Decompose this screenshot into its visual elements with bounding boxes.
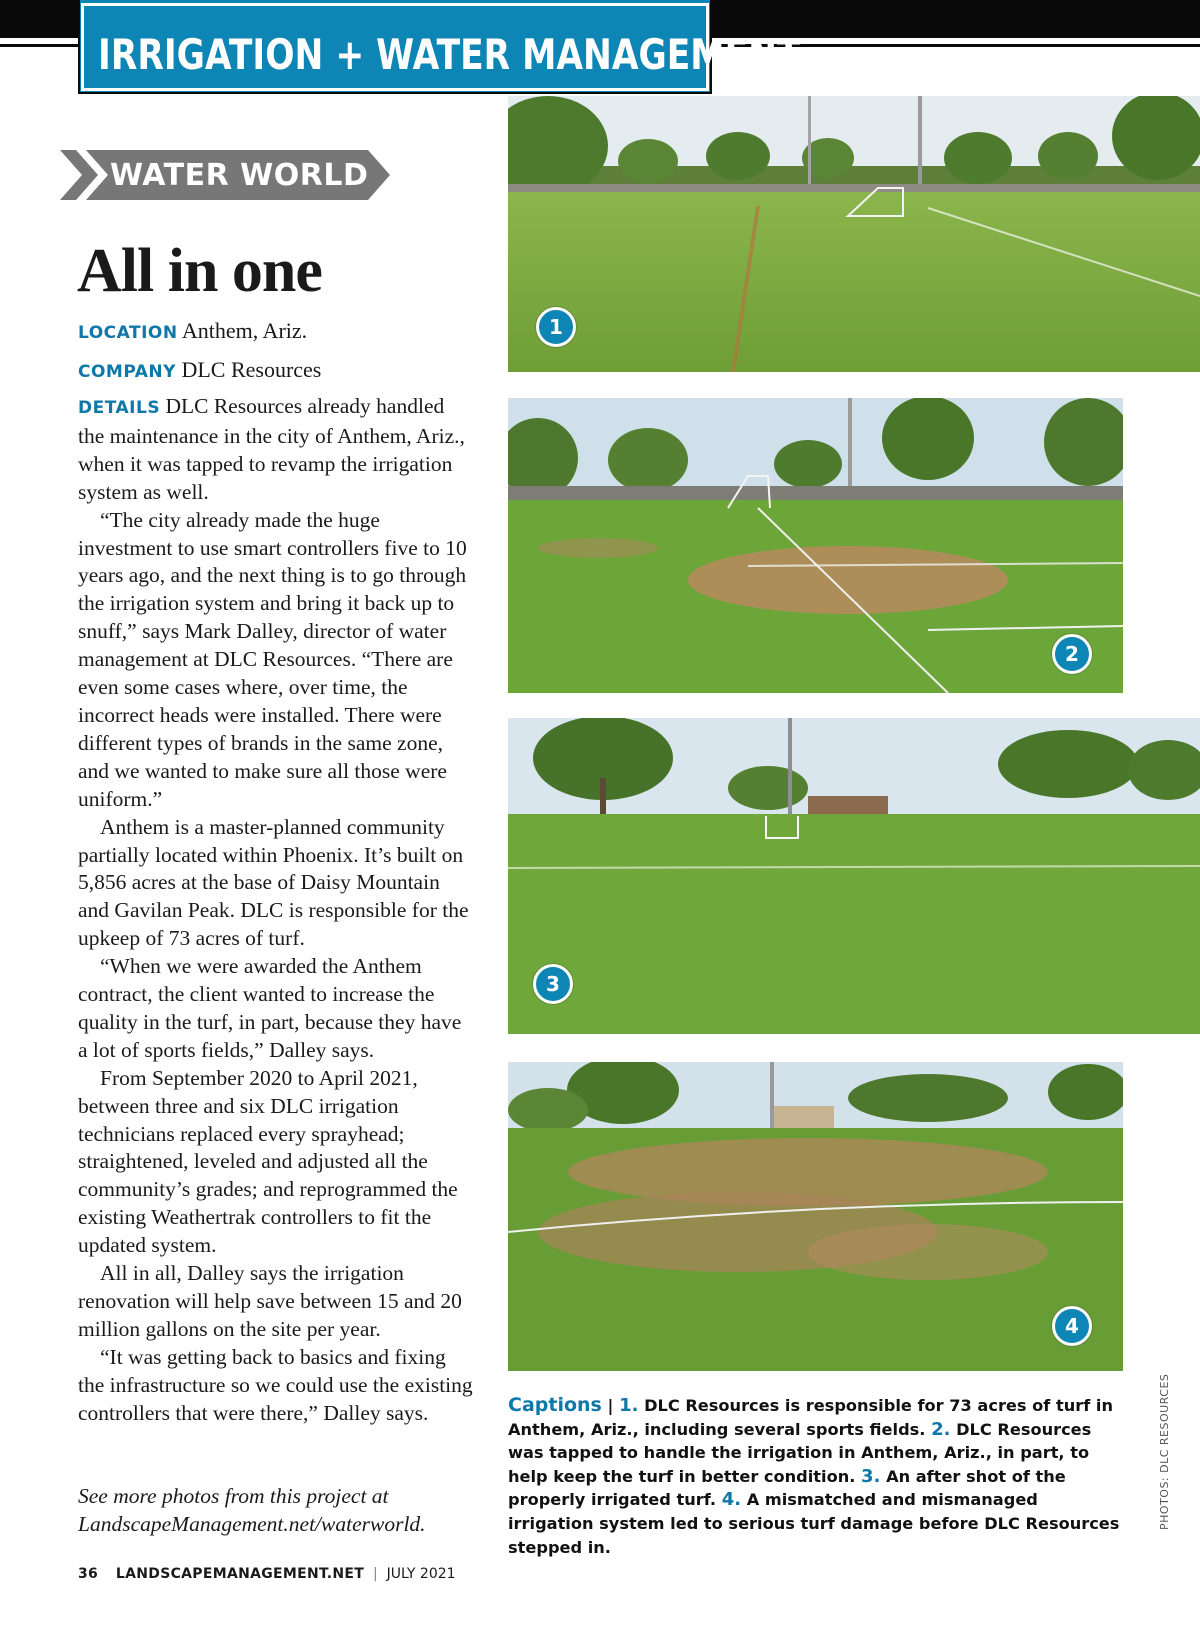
- photo-2: [508, 398, 1123, 693]
- article-paragraph: All in all, Dalley says the irrigation renovation will help save between 15 and 20 million gallons on the site per year.: [78, 1261, 462, 1341]
- column-label: [60, 150, 390, 200]
- photo-badge-2: 2: [1052, 634, 1092, 674]
- captions-heading: Captions: [508, 1394, 602, 1416]
- article-paragraph: “It was getting back to basics and fixing the infrastructure so we could use the existing controllers that were there,” Dalley says.: [78, 1344, 473, 1425]
- caption-text: A mismatched and mismanaged irrigation system led to serious turf damage before DLC Resources stepped in.: [508, 1490, 1120, 1557]
- section-header: [78, 0, 801, 94]
- footer-separator: |: [372, 1566, 378, 1582]
- photo-badge-1: 1: [536, 307, 576, 347]
- article-body: [78, 393, 473, 1428]
- caption-text: An after shot of the properly irrigated turf.: [508, 1466, 1066, 1510]
- more-photos-line1: See more photos from this project at: [78, 1484, 389, 1508]
- more-photos-link[interactable]: LandscapeManagement.net/waterworld.: [78, 1512, 426, 1536]
- location-label: LOCATION: [78, 323, 178, 343]
- article-paragraph: DETAILS DLC Resources already handled the maintenance in the city of Anthem, Ariz., when it was tapped to revamp the irrigation system as well.: [78, 394, 465, 504]
- article-paragraph: “The city already made the huge investment to use smart controllers five to 10 years ago, and the next thing is to go through the irrigation system and bring it back up to snuff,” says Mark Dalley, director of water management at DLC Resources. “There are even some cases where, over time, the incorrect heads were installed. There were different types of brands in the same zone, and we wanted to make sure all those were uniform.”: [78, 507, 467, 811]
- caption-number: 2.: [931, 1418, 951, 1440]
- company-label: COMPANY: [78, 362, 176, 382]
- caption-number: 3.: [861, 1465, 881, 1487]
- more-photos-note: [78, 1482, 478, 1538]
- article-paragraph: From September 2020 to April 2021, between three and six DLC irrigation technicians replaced every sprayhead; straightened, leveled and adjusted all the community’s grades; and reprogrammed the existing Weathertrak controllers to fit the updated system.: [78, 1065, 458, 1258]
- article-paragraph: “When we were awarded the Anthem contract, the client wanted to increase the quality in the turf, in part, because they have a lot of sports fields,” Dalley says.: [78, 954, 462, 1062]
- location-value: Anthem, Ariz.: [181, 318, 308, 343]
- article-paragraph: Anthem is a master-planned community partially located within Phoenix. It’s built on 5,856 acres at the base of Daisy Mountain and Gavilan Peak. DLC is responsible for the upkeep of 73 acres of turf.: [78, 814, 469, 951]
- photo-credit: PHOTOS: DLC RESOURCES: [1158, 1373, 1171, 1530]
- footer-site: LANDSCAPEMANAGEMENT.NET: [115, 1566, 365, 1582]
- captions-separator: |: [607, 1396, 614, 1415]
- page-footer: [78, 1566, 456, 1582]
- company-value: DLC Resources: [181, 357, 322, 382]
- details-label: DETAILS: [78, 398, 161, 418]
- photo-badge-4: 4: [1052, 1306, 1092, 1346]
- photo-1: [508, 96, 1200, 372]
- company-line: [78, 357, 321, 383]
- photo-badge-3: 3: [533, 964, 573, 1004]
- footer-date: JULY 2021: [386, 1566, 456, 1582]
- caption-number: 1.: [619, 1395, 639, 1416]
- headline: All in one: [77, 237, 322, 305]
- photo-captions: [508, 1394, 1128, 1559]
- photo-3: [508, 718, 1200, 1034]
- page-number: 36: [78, 1566, 99, 1582]
- section-title: IRRIGATION + WATER MANAGEMENT: [98, 30, 801, 79]
- caption-number: 4.: [721, 1489, 742, 1511]
- column-label-text: WATER WORLD: [110, 158, 369, 193]
- location-line: [78, 318, 307, 344]
- caption-text: DLC Resources was tapped to handle the irrigation in Anthem, Ariz., in part, to help keep the turf in better condition.: [508, 1419, 1092, 1486]
- caption-text: DLC Resources is responsible for 73 acres of turf in Anthem, Ariz., including several sports fields.: [508, 1396, 1113, 1439]
- photo-4: [508, 1062, 1123, 1371]
